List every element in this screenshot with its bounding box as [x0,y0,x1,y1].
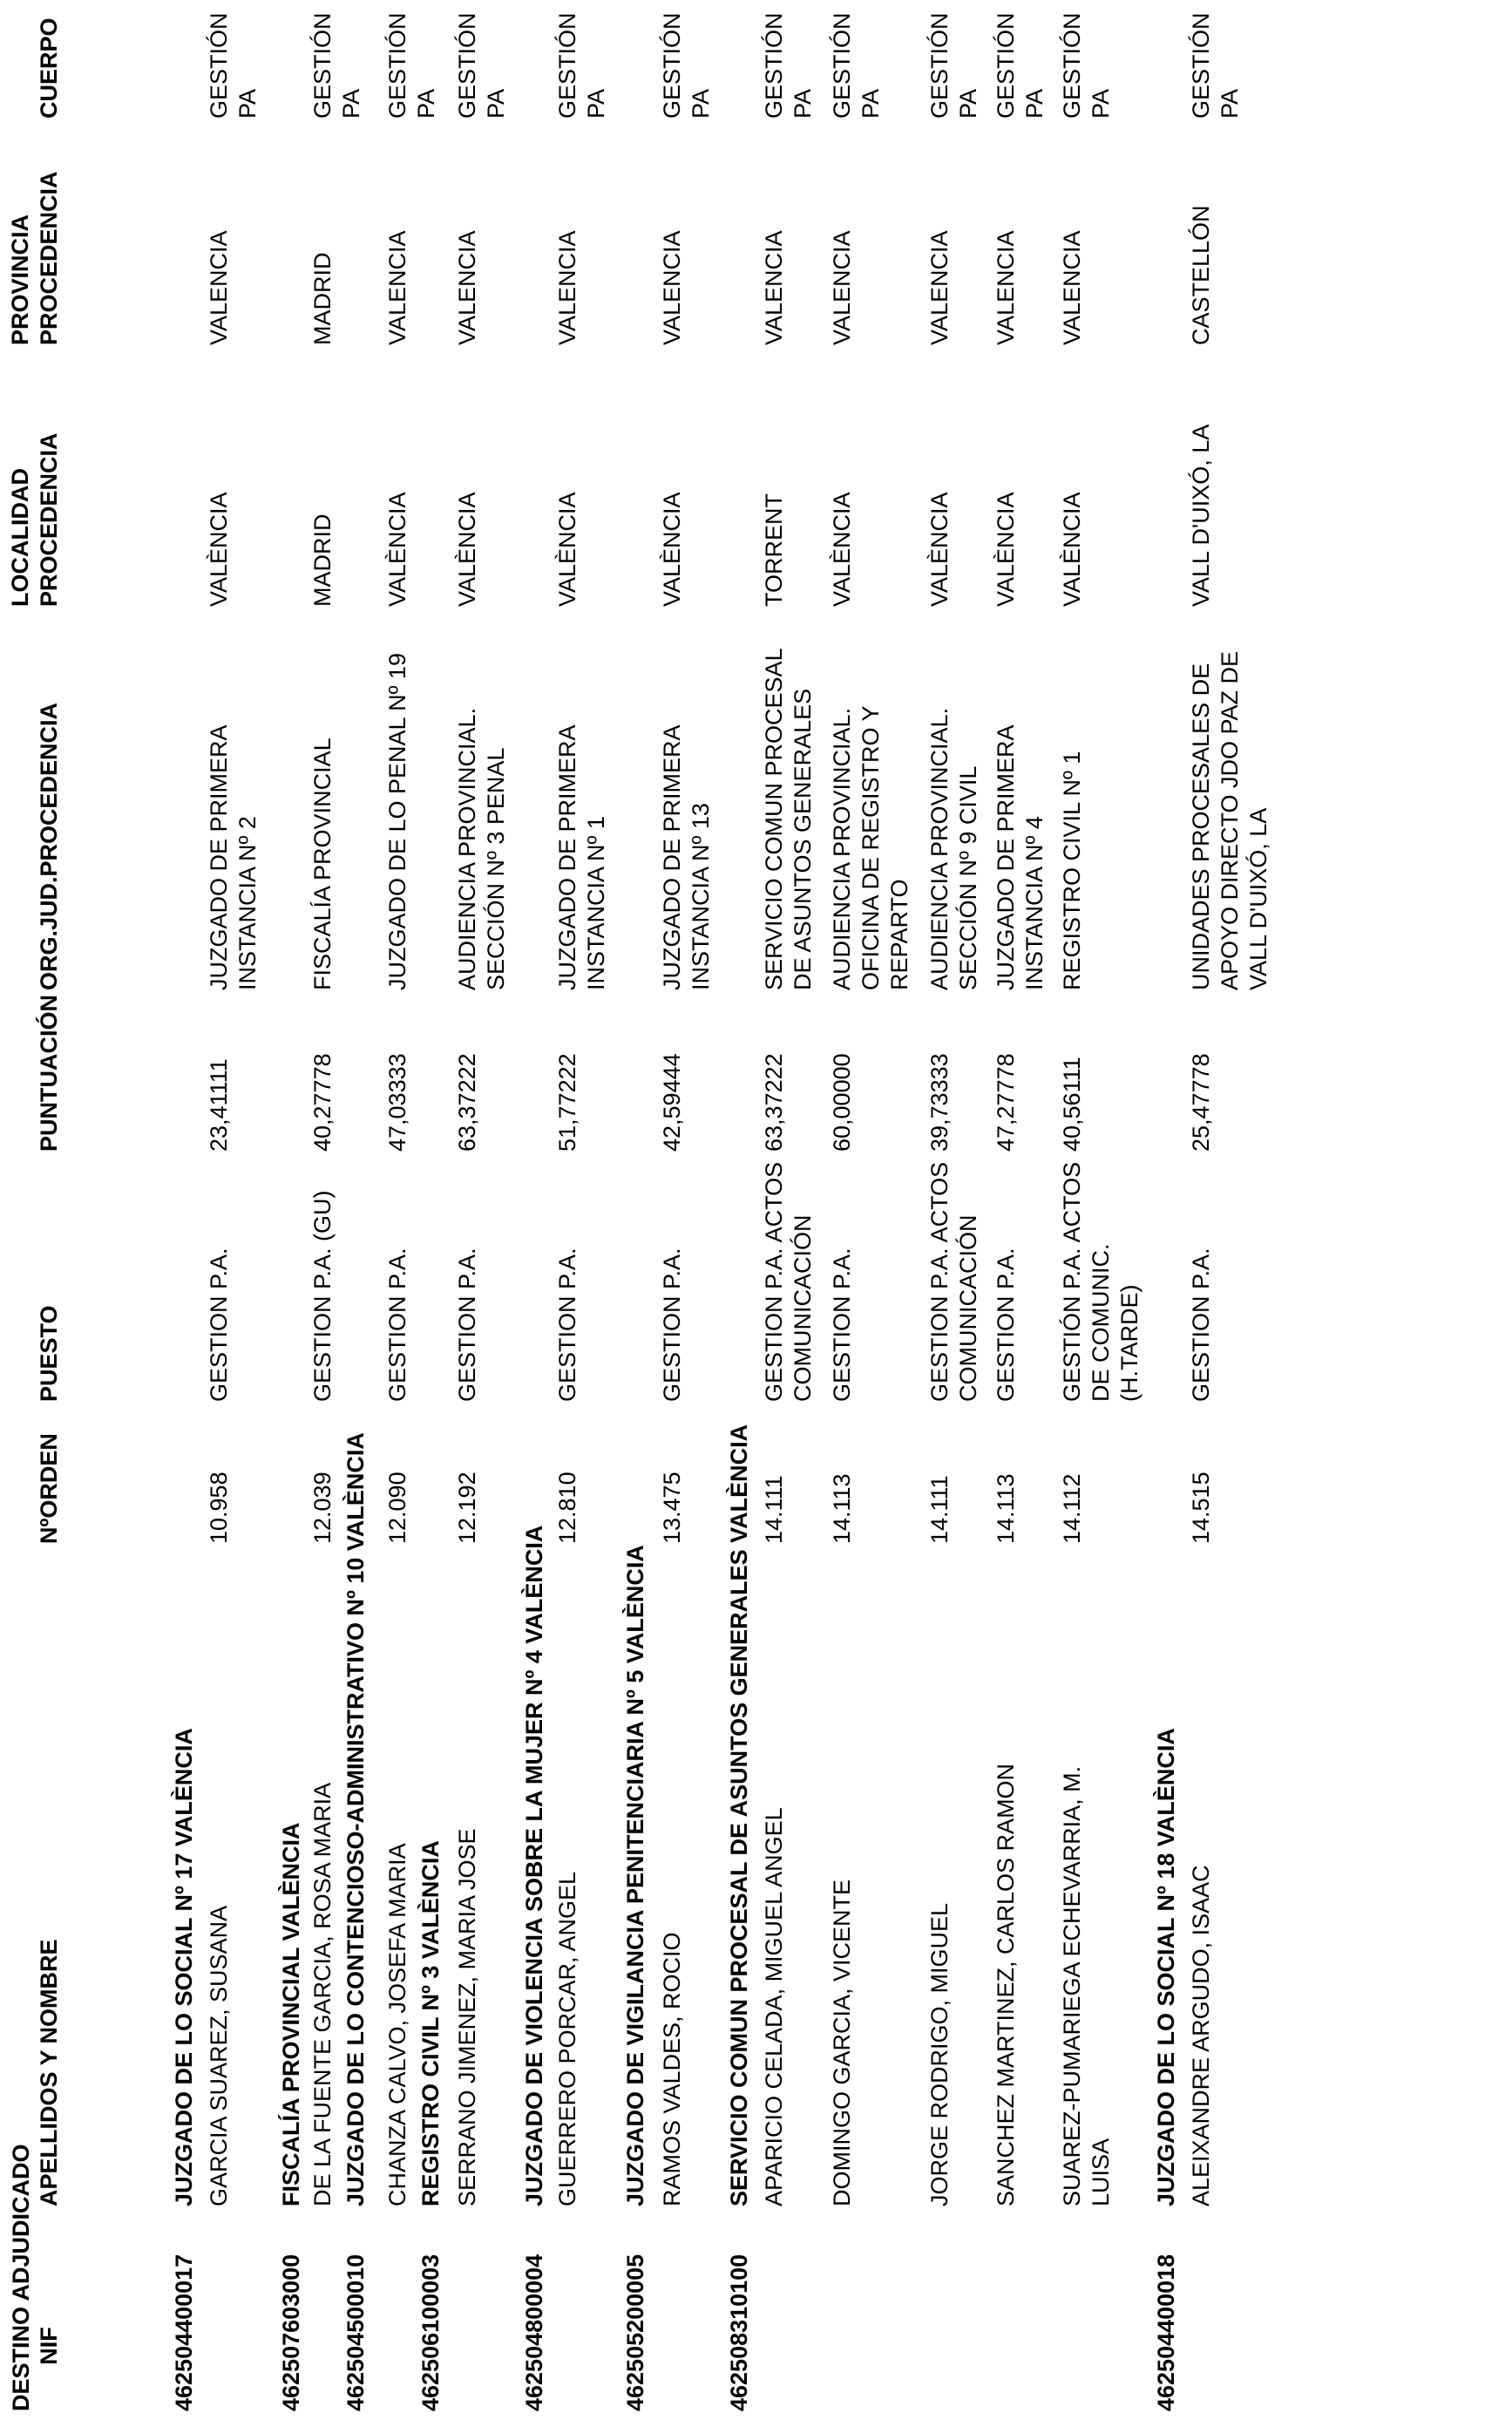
row-nombre: DOMINGO GARCIA, VICENTE [829,1879,855,2206]
row-nombre: RAMOS VALDES, ROCIO [659,1932,685,2206]
row-org: AUDIENCIA PROVINCIAL. SECCIÓN Nº 3 PENAL [454,707,509,990]
row-puesto: GESTION P.A. [384,1247,410,1402]
row-norden: 14.113 [829,1473,855,1544]
group-code: 462507603000 [278,2253,304,2411]
group-destino: JUZGADO DE VIGILANCIA PENITENCIARIA Nº 5 VALÈNCIA [622,1545,648,2206]
row-cuerpo: GESTIÓN PA [384,12,439,119]
row-provincia: MADRID [309,252,336,345]
row-puesto: GESTION P.A. ACTOS COMUNICACIÓN [761,1161,816,1402]
row-puntuacion: 40,56111 [1059,1057,1085,1152]
row-cuerpo: GESTIÓN PA [659,12,714,119]
row-puntuacion: 47,03333 [384,1053,410,1152]
row-cuerpo: GESTIÓN PA [1059,12,1114,119]
row-puesto: GESTION P.A. [993,1247,1019,1402]
row-puntuacion: 63,37222 [761,1053,787,1152]
row-localidad: VALÈNCIA [926,492,953,607]
row-org: REGISTRO CIVIL Nº 1 [1059,751,1085,990]
row-puesto: GESTIÓN P.A. ACTOS DE COMUNIC. (H.TARDE) [1059,1161,1142,1402]
row-localidad: VALÈNCIA [659,492,685,607]
row-puntuacion: 63,37222 [454,1053,480,1152]
row-provincia: VALENCIA [659,230,685,345]
row-puntuacion: 40,27778 [309,1053,336,1152]
row-norden: 14.111 [761,1475,787,1544]
row-provincia: VALENCIA [761,230,787,345]
header-norden: NºORDEN [36,1433,62,1544]
row-norden: 12.192 [454,1472,480,1544]
row-cuerpo: GESTIÓN PA [761,12,816,119]
row-cuerpo: GESTIÓN PA [554,12,609,119]
row-provincia: VALENCIA [1059,230,1085,345]
row-nombre: JORGE RODRIGO, MIGUEL [926,1902,953,2206]
row-org: AUDIENCIA PROVINCIAL. SECCIÓN Nº 9 CIVIL [926,707,981,990]
row-norden: 10.958 [206,1472,232,1544]
row-cuerpo: GESTIÓN PA [926,12,981,119]
header-localidad: LOCALIDAD PROCEDENCIA [7,432,62,607]
row-norden: 12.810 [554,1472,580,1544]
row-nombre: DE LA FUENTE GARCIA, ROSA MARIA [309,1782,336,2206]
row-puntuacion: 51,77222 [554,1053,580,1152]
row-puesto: GESTION P.A. [454,1247,480,1402]
row-norden: 14.111 [926,1475,953,1544]
row-cuerpo: GESTIÓN PA [454,12,509,119]
row-norden: 12.090 [384,1472,410,1544]
row-cuerpo: GESTIÓN PA [1188,12,1243,119]
row-nombre: GUERRERO PORCAR, ANGEL [554,1871,580,2206]
row-cuerpo: GESTIÓN PA [993,12,1048,119]
row-puesto: GESTION P.A. [659,1247,685,1402]
row-nombre: GARCIA SUAREZ, SUSANA [206,1905,232,2206]
row-puntuacion: 23,41111 [206,1058,232,1152]
row-org: JUZGADO DE PRIMERA INSTANCIA Nº 2 [206,724,261,990]
group-destino: REGISTRO CIVIL Nº 3 VALÈNCIA [417,1840,444,2206]
row-provincia: VALENCIA [926,230,953,345]
row-puesto: GESTION P.A. [829,1247,855,1402]
row-org: JUZGADO DE PRIMERA INSTANCIA Nº 13 [659,724,714,990]
row-norden: 12.039 [309,1472,336,1544]
group-code: 462504400018 [1153,2253,1179,2411]
row-provincia: VALENCIA [454,230,480,345]
row-puesto: GESTION P.A. [206,1247,232,1402]
row-puesto: GESTION P.A. [1188,1247,1214,1402]
group-destino: SERVICIO COMUN PROCESAL DE ASUNTOS GENERALES VALÈNCIA [726,1424,752,2206]
row-cuerpo: GESTIÓN PA [206,12,261,119]
header-puntuacion: PUNTUACIÓN [36,995,62,1152]
row-puntuacion: 47,27778 [993,1053,1019,1152]
row-org: JUZGADO DE PRIMERA INSTANCIA Nº 4 [993,724,1048,990]
row-nombre: ALEIXANDRE ARGUDO, ISAAC [1188,1865,1214,2206]
group-destino: JUZGADO DE VIOLENCIA SOBRE LA MUJER Nº 4 VALÈNCIA [521,1525,547,2206]
row-norden: 14.113 [993,1473,1019,1544]
row-org: JUZGADO DE PRIMERA INSTANCIA Nº 1 [554,724,609,990]
row-nombre: CHANZA CALVO, JOSEFA MARIA [384,1843,410,2206]
row-nombre: SUAREZ-PUMARIEGA ECHEVARRIA, M. LUISA [1059,1765,1114,2206]
row-norden: 14.515 [1188,1472,1214,1544]
row-puntuacion: 25,47778 [1188,1053,1214,1152]
row-localidad: VALÈNCIA [206,492,232,607]
row-localidad: VALÈNCIA [1059,492,1085,607]
row-localidad: VALÈNCIA [384,492,410,607]
row-norden: 13.475 [659,1472,685,1544]
group-code: 462508310100 [726,2253,752,2411]
row-cuerpo: GESTIÓN PA [309,12,364,119]
row-localidad: VALL D'UIXÓ, LA [1188,424,1214,607]
row-provincia: VALENCIA [829,230,855,345]
header-cuerpo: CUERPO [36,17,62,119]
group-code: 462505200005 [622,2253,648,2411]
row-provincia: VALENCIA [206,230,232,345]
row-provincia: VALENCIA [554,230,580,345]
row-localidad: VALÈNCIA [829,492,855,607]
row-localidad: TORRENT [761,493,787,607]
row-nombre: SERRANO JIMENEZ, MARIA JOSE [454,1828,480,2206]
row-org: UNIDADES PROCESALES DE APOYO DIRECTO JDO PAZ DE VALL D'UIXÓ, LA [1188,650,1271,990]
document-title: DESTINO ADJUDICADO [8,2144,34,2411]
row-puntuacion: 42,59444 [659,1053,685,1152]
row-cuerpo: GESTIÓN PA [829,12,884,119]
group-code: 462504400017 [171,2253,197,2411]
row-org: AUDIENCIA PROVINCIAL. OFICINA DE REGISTRO Y REPARTO [829,705,912,990]
header-org: ORG.JUD.PROCEDENCIA [36,702,62,990]
row-norden: 14.112 [1059,1473,1085,1544]
row-provincia: VALENCIA [993,230,1019,345]
row-provincia: CASTELLÓN [1188,205,1214,345]
group-code: 462506100003 [417,2253,444,2411]
row-localidad: MADRID [309,513,336,607]
row-puesto: GESTION P.A. [554,1247,580,1402]
row-puntuacion: 60,00000 [829,1053,855,1152]
row-localidad: VALÈNCIA [454,492,480,607]
header-provincia: PROVINCIA PROCEDENCIA [7,171,62,345]
row-puesto: GESTION P.A. (GU) [309,1190,336,1402]
row-localidad: VALÈNCIA [993,492,1019,607]
header-nif: NIF [36,2327,62,2365]
group-code: 462504500010 [342,2253,369,2411]
group-destino: FISCALÍA PROVINCIAL VALÈNCIA [278,1822,304,2206]
row-puesto: GESTION P.A. ACTOS COMUNICACIÓN [926,1161,981,1402]
row-org: SERVICIO COMUN PROCESAL DE ASUNTOS GENERALES [761,648,816,990]
row-nombre: APARICIO CELADA, MIGUEL ANGEL [761,1807,787,2206]
header-nombre: APELLIDOS Y NOMBRE [36,1939,62,2206]
row-org: JUZGADO DE LO PENAL Nº 19 [384,653,410,990]
header-puesto: PUESTO [36,1305,62,1402]
row-localidad: VALÈNCIA [554,492,580,607]
row-nombre: SANCHEZ MARTINEZ, CARLOS RAMON [993,1763,1019,2206]
group-destino: JUZGADO DE LO CONTENCIOSO-ADMINISTRATIVO Nº 10 VALÈNCIA [342,1432,369,2206]
row-puntuacion: 39,73333 [926,1053,953,1152]
row-provincia: VALENCIA [384,230,410,345]
group-destino: JUZGADO DE LO SOCIAL Nº 17 VALÈNCIA [171,1728,197,2206]
row-org: FISCALÍA PROVINCIAL [309,738,336,990]
group-destino: JUZGADO DE LO SOCIAL Nº 18 VALÈNCIA [1153,1728,1179,2206]
group-code: 462504800004 [521,2253,547,2411]
